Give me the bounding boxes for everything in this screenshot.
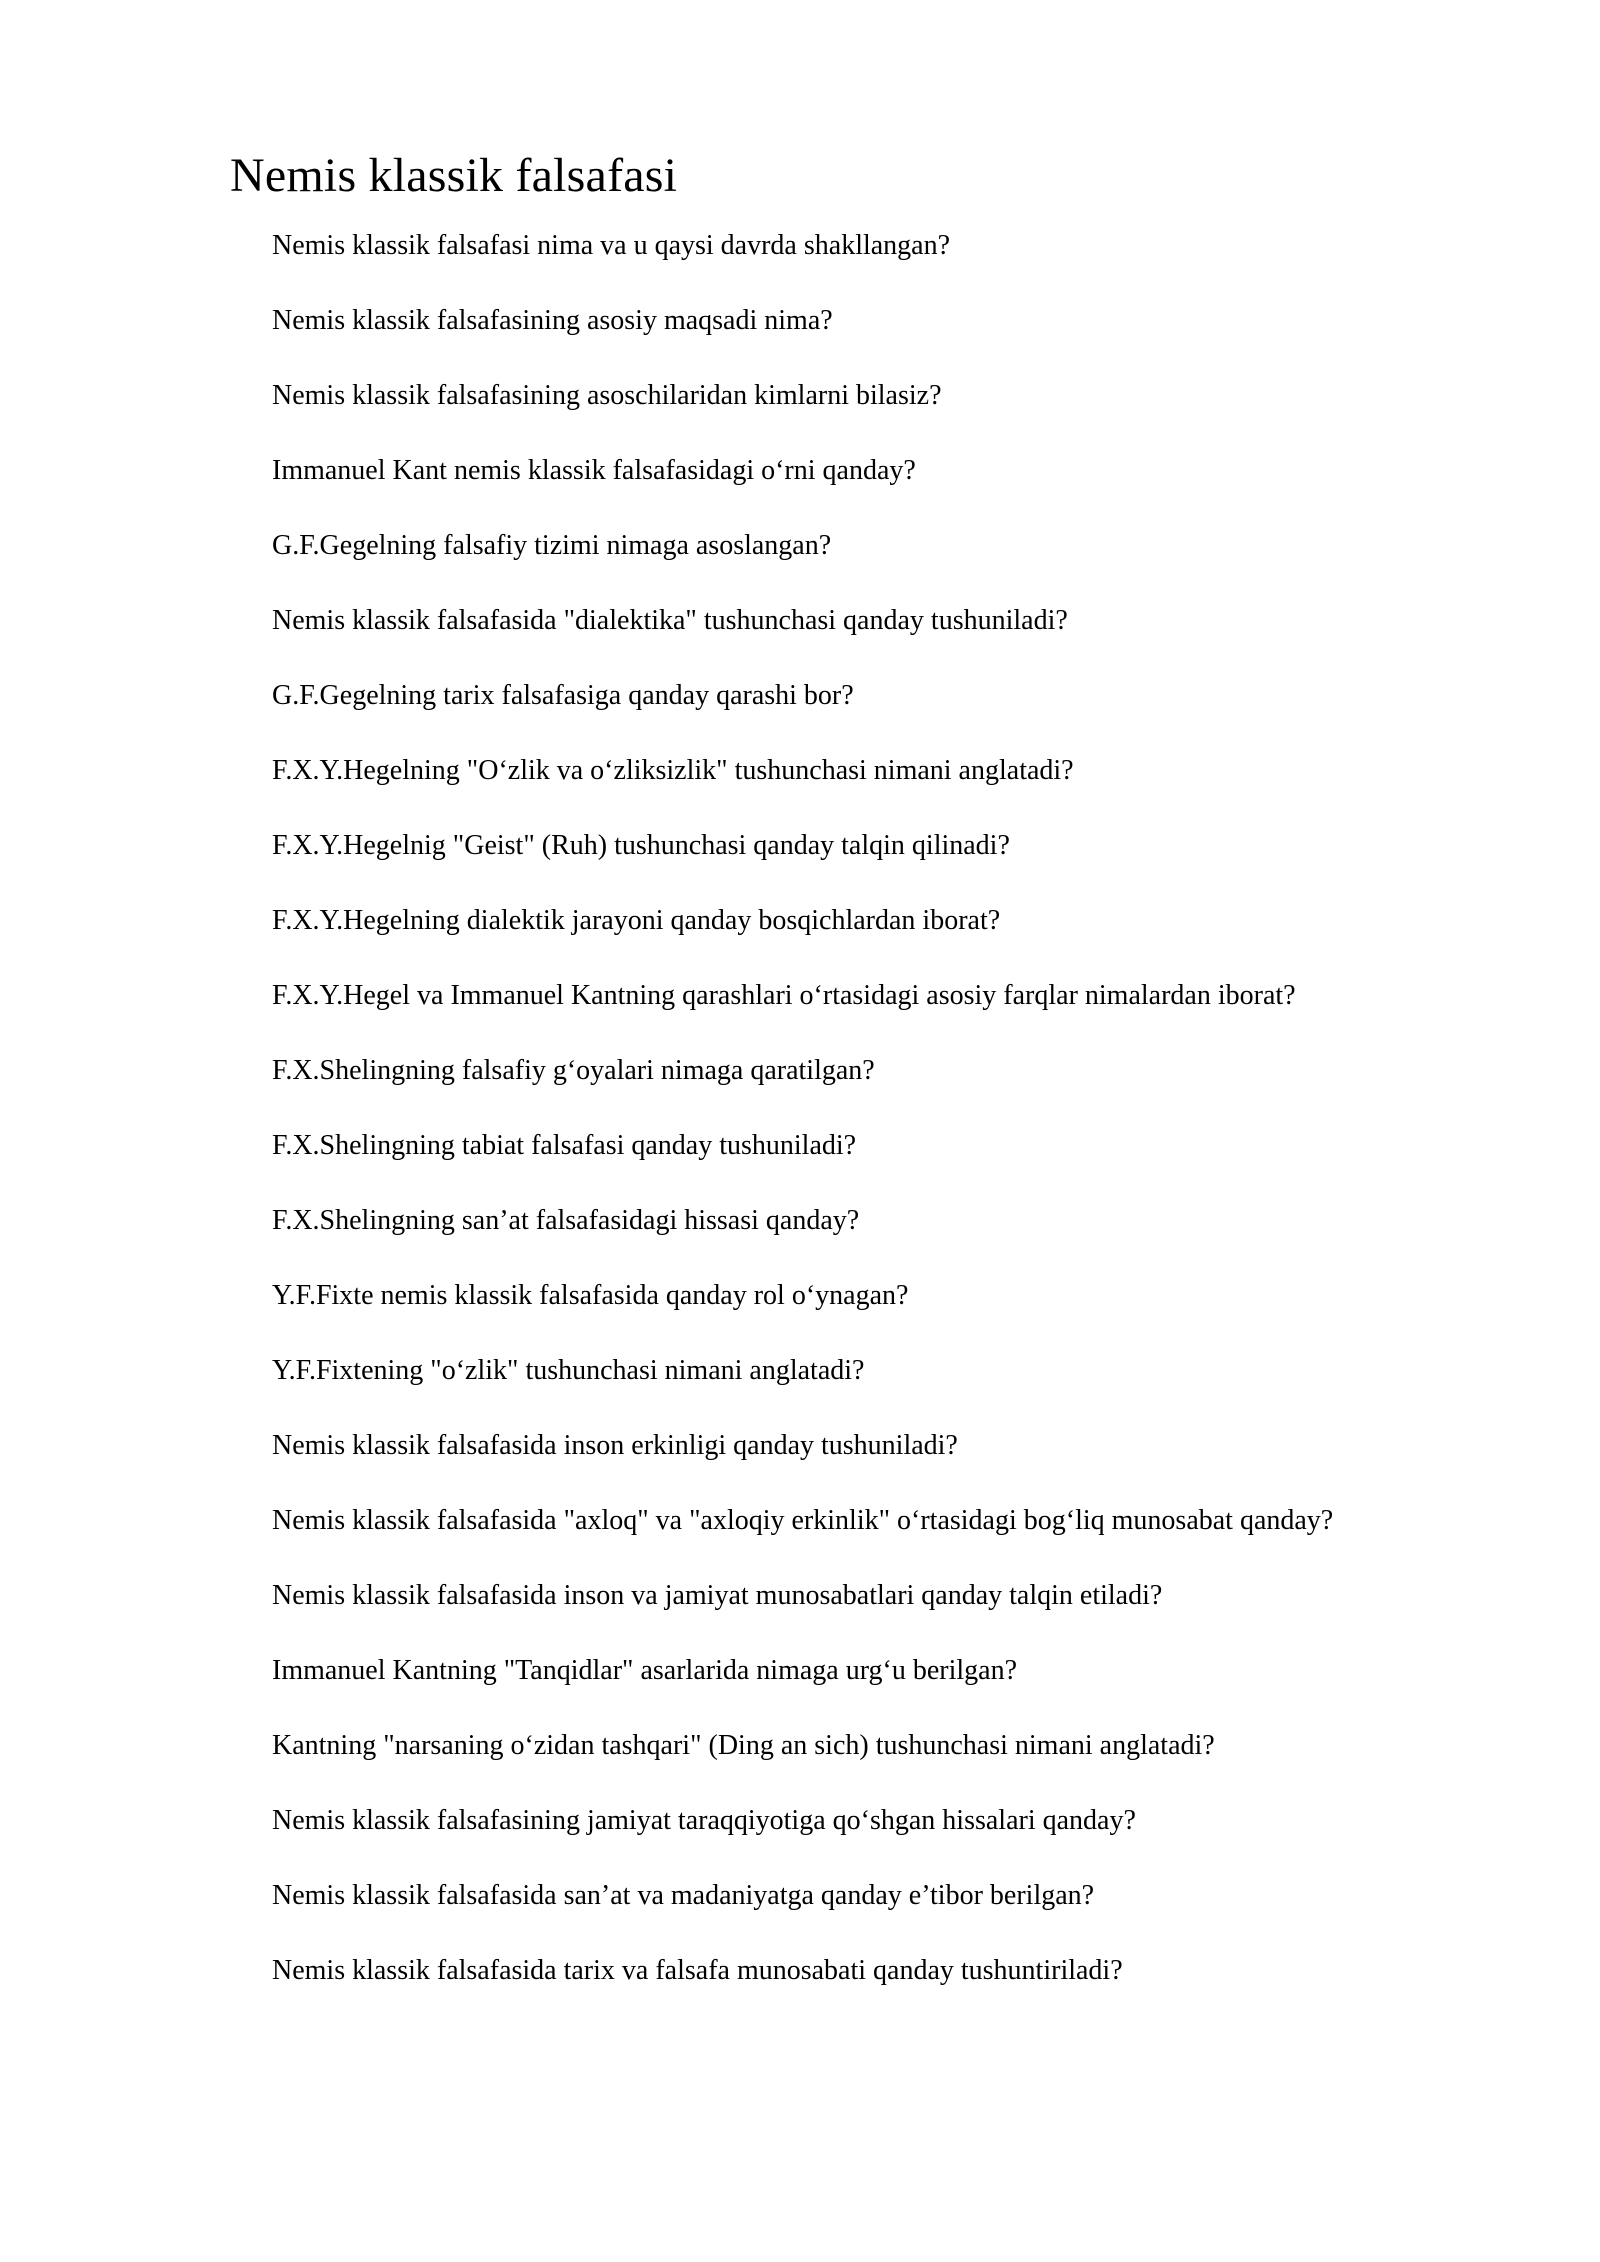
question-item: Y.F.Fixtening "o‘zlik" tushunchasi nimani anglatadi? [272,1355,865,1386]
question-item: Nemis klassik falsafasida inson va jamiyat munosabatlari qanday talqin etiladi? [272,1580,1163,1611]
question-item: Nemis klassik falsafasining jamiyat taraqqiyotiga qo‘shgan hissalari qanday? [272,1805,1136,1836]
question-item: G.F.Gegelning falsafiy tizimi nimaga asoslangan? [272,530,832,561]
question-item: Kantning "narsaning o‘zidan tashqari" (Ding an sich) tushunchasi nimani anglatadi? [272,1730,1215,1761]
question-item: F.X.Shelingning tabiat falsafasi qanday tushuniladi? [272,1130,857,1161]
document-body [230,148,1470,2028]
question-item: Nemis klassik falsafasi nima va u qaysi davrda shakllangan? [272,230,951,261]
question-item: Nemis klassik falsafasining asoschilaridan kimlarni bilasiz? [272,380,942,411]
question-item: Nemis klassik falsafasida "dialektika" tushunchasi qanday tushuniladi? [272,605,1068,636]
question-item: F.X.Y.Hegelning "O‘zlik va o‘zliksizlik" tushunchasi nimani anglatadi? [272,755,1074,786]
question-item: F.X.Y.Hegelnig "Geist" (Ruh) tushunchasi qanday talqin qilinadi? [272,830,1010,861]
question-list [230,228,1470,1989]
question-item: Immanuel Kantning "Tanqidlar" asarlarida nimaga urg‘u berilgan? [272,1655,1018,1686]
question-item: G.F.Gegelning tarix falsafasiga qanday qarashi bor? [272,680,854,711]
question-item: Nemis klassik falsafasida san’at va madaniyatga qanday e’tibor berilgan? [272,1880,1095,1911]
question-item: Immanuel Kant nemis klassik falsafasidagi o‘rni qanday? [272,455,916,486]
question-item: Nemis klassik falsafasida inson erkinligi qanday tushuniladi? [272,1430,958,1461]
question-item: F.X.Y.Hegel va Immanuel Kantning qarashlari o‘rtasidagi asosiy farqlar nimalardan iborat? [272,980,1296,1011]
question-item: Nemis klassik falsafasida tarix va falsafa munosabati qanday tushuntiriladi? [272,1955,1123,1986]
question-item: F.X.Shelingning san’at falsafasidagi hissasi qanday? [272,1205,860,1236]
question-item: Y.F.Fixte nemis klassik falsafasida qanday rol o‘ynagan? [272,1280,909,1311]
question-item: F.X.Shelingning falsafiy g‘oyalari nimaga qaratilgan? [272,1055,875,1086]
question-item: Nemis klassik falsafasida "axloq" va "axloqiy erkinlik" o‘rtasidagi bog‘liq munosabat qanday? [272,1505,1334,1536]
question-item: Nemis klassik falsafasining asosiy maqsadi nima? [272,305,833,336]
question-item: F.X.Y.Hegelning dialektik jarayoni qanday bosqichlardan iborat? [272,905,1001,936]
document-title: Nemis klassik falsafasi [230,149,678,202]
